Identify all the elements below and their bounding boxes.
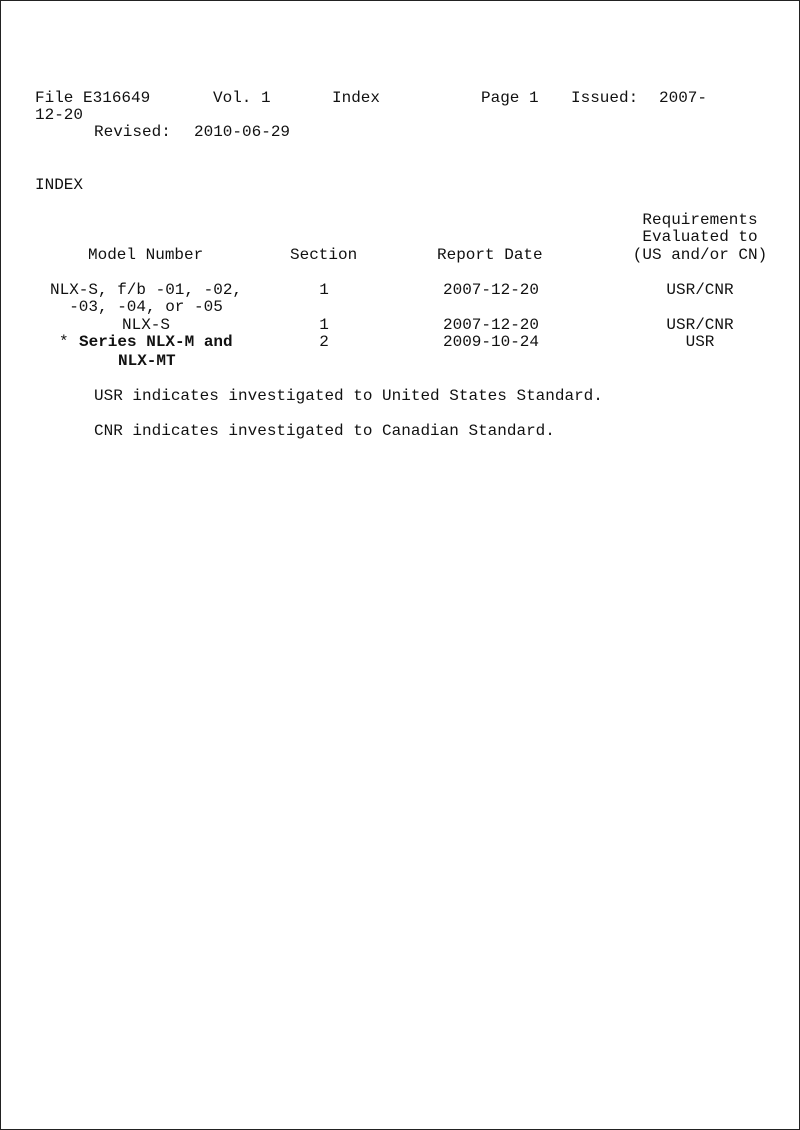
note-usr: USR indicates investigated to United States Standard.	[94, 387, 603, 405]
issued-date-part2: 12-20	[35, 106, 84, 124]
row1-report-date: 2007-12-20	[442, 281, 539, 299]
row2-model-line1: NLX-S	[121, 316, 170, 334]
page-number: Page 1	[481, 89, 539, 107]
row3-section: 2	[319, 333, 329, 351]
index-title: INDEX	[35, 176, 84, 194]
section-name: Index	[332, 89, 381, 107]
row3-requirements: USR	[685, 333, 715, 351]
row2-report-date: 2007-12-20	[442, 316, 539, 334]
column-header-report-date: Report Date	[437, 246, 543, 264]
row3-report-date: 2009-10-24	[442, 333, 539, 351]
volume-label: Vol. 1	[213, 89, 271, 107]
column-header-requirements-line2: Evaluated to	[642, 228, 758, 246]
row3-model-line1: Series NLX-M and	[79, 333, 233, 351]
row2-requirements: USR/CNR	[666, 316, 734, 334]
row1-section: 1	[319, 281, 329, 299]
revised-label: Revised:	[94, 123, 171, 141]
file-number: File E316649	[35, 89, 151, 107]
row1-model-line2: -03, -04, or -05	[69, 298, 223, 316]
revised-date: 2010-06-29	[194, 123, 291, 141]
row3-model-line2: NLX-MT	[118, 352, 176, 370]
column-header-requirements-line1: Requirements	[642, 211, 758, 229]
row2-section: 1	[319, 316, 329, 334]
issued-date-part1: 2007-	[659, 89, 708, 107]
row1-requirements: USR/CNR	[666, 281, 734, 299]
row1-model-line1: NLX-S, f/b -01, -02,	[49, 281, 243, 299]
note-cnr: CNR indicates investigated to Canadian Standard.	[94, 422, 555, 440]
row3-revision-marker: *	[59, 333, 69, 351]
column-header-section: Section	[290, 246, 358, 264]
column-header-requirements-line3: (US and/or CN)	[632, 246, 768, 264]
column-header-model-number: Model Number	[88, 246, 204, 264]
issued-label: Issued:	[571, 89, 639, 107]
